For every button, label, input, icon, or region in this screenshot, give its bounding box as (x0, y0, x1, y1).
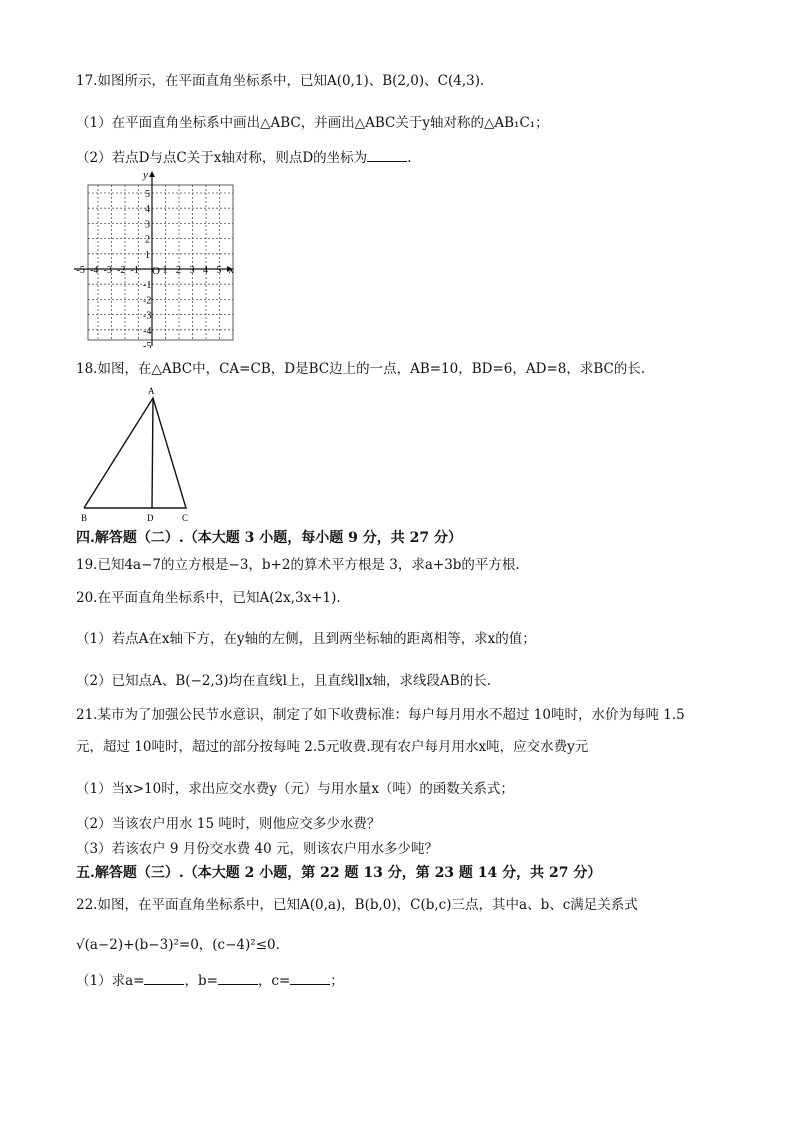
coordinate-grid-figure (68, 168, 248, 348)
q21-part1: （1）当x>10时，求出应交水费y（元）与用水量x（吨）的函数关系式； (76, 781, 514, 797)
y-tick-label: -5 (143, 341, 152, 348)
x-tick-label: -1 (130, 265, 139, 276)
x-tick-label: -3 (103, 265, 112, 276)
answer-blank-b (218, 972, 258, 985)
q22-part1 (76, 972, 344, 990)
y-tick-label: -3 (143, 310, 152, 322)
q17-part2 (76, 149, 411, 167)
x-tick-label: -4 (90, 265, 99, 276)
y-tick-label: 1 (145, 249, 150, 261)
y-tick-label: 4 (145, 204, 150, 216)
y-axis-arrow-icon (149, 171, 155, 177)
q22-part1-end: ； (330, 973, 344, 989)
y-tick-label: 3 (145, 219, 150, 231)
x-tick-label: 4 (203, 265, 208, 276)
y-tick-label: -1 (143, 280, 152, 292)
grid-lines (88, 185, 233, 340)
q21-stem-line1: 21.某市为了加强公民节水意识，制定了如下收费标准：每户每月用水不超过 10吨时，水价为每吨 1.5 (76, 707, 685, 723)
q20-stem: 20.在平面直角坐标系中，已知A(2x,3x+1). (76, 590, 341, 606)
x-axis-label: x (229, 264, 234, 276)
answer-blank-a (144, 972, 184, 985)
y-tick-label: -4 (143, 325, 152, 337)
segment-ad (152, 398, 153, 508)
q22-condition: √(a−2)+(b−3)²=0，(c−4)²≤0. (76, 937, 280, 953)
section-5-heading: 五.解答题（三）.（本大题 2 小题，第 22 题 13 分，第 23 题 14 分，共 27 分） (76, 865, 602, 881)
x-tick-label: 1 (162, 265, 168, 276)
origin-label: O (152, 265, 160, 277)
answer-blank (367, 149, 407, 162)
answer-blank-c (290, 972, 330, 985)
q17-part2-end: . (407, 150, 412, 166)
q18-stem: 18.如图，在△ABC中，CA=CB，D是BC边上的一点，AB=10，BD=6，AD=8，求BC的长. (76, 361, 646, 377)
q22-part1-a-label: （1）求a= (76, 973, 145, 989)
q20-part2: （2）已知点A、B(−2,3)均在直线l上，且直线l∥x轴，求线段AB的长. (76, 673, 492, 689)
vertex-c-label: C (182, 513, 189, 523)
q21-part2: （2）当该农户用水 15 吨时，则他应交多少水费？ (76, 816, 381, 832)
x-tick-label: -5 (76, 265, 85, 276)
y-axis-label: y (143, 169, 148, 181)
q17-part1: （1）在平面直角坐标系中画出△ABC，并画出△ABC关于y轴对称的△AB₁C₁； (76, 115, 549, 131)
q22-part1-b-label: ，b= (184, 973, 218, 989)
q21-stem-line2: 元，超过 10吨时，超过的部分按每吨 2.5元收费.现有农户每月用水x吨，应交水费y元 (76, 739, 589, 755)
q20-part1: （1）若点A在x轴下方，在y轴的左侧，且到两坐标轴的距离相等，求x的值； (76, 631, 536, 647)
q22-stem: 22.如图，在平面直角坐标系中，已知A(0,a)，B(b,0)，C(b,c)三点，其中a、b、c满足关系式 (76, 897, 638, 913)
q19-stem: 19.已知4a−7的立方根是−3，b+2的算术平方根是 3，求a+3b的平方根. (76, 557, 520, 573)
vertex-b-label: B (81, 513, 88, 523)
y-tick-label: 5 (145, 189, 150, 200)
y-tick-label: -2 (143, 295, 152, 307)
q17-part2-text: （2）若点D与点C关于x轴对称，则点D的坐标为 (76, 150, 368, 166)
x-tick-label: 2 (176, 265, 181, 276)
section-4-heading: 四.解答题（二）.（本大题 3 小题，每小题 9 分，共 27 分） (76, 530, 462, 546)
q17-stem: 17.如图所示，在平面直角坐标系中，已知A(0,1)、B(2,0)、C(4,3). (76, 73, 485, 89)
q21-part3: （3）若该农户 9 月份交水费 40 元，则该农户用水多少吨？ (76, 841, 439, 857)
x-tick-label: 5 (216, 265, 222, 276)
triangle-figure (74, 384, 214, 524)
vertex-a-label: A (148, 386, 155, 396)
triangle-abc (84, 398, 186, 508)
x-tick-label: 3 (189, 265, 195, 276)
vertex-d-label: D (147, 513, 154, 523)
x-tick-label: -2 (117, 265, 126, 276)
q22-part1-c-label: ，c= (257, 973, 291, 989)
x-tick-labels (77, 265, 222, 276)
y-tick-label: 2 (145, 234, 150, 246)
